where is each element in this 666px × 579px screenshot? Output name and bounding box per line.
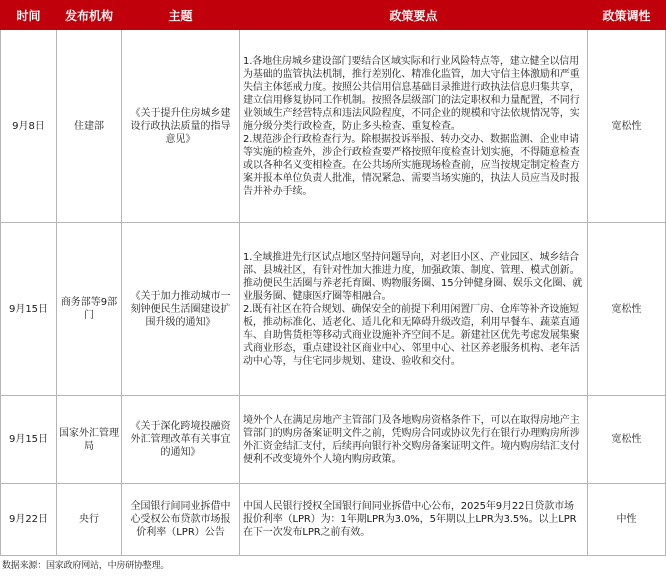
- cell-points: [240, 396, 588, 484]
- point-text: 境外个人在满足房地产主管部门及各地购房资格条件下，可以在取得房地产主管部门的购房备案证明文件之前，凭购房合同或协议先行在银行办理购房所涉外汇资金结汇支付，后续再向银行补交购房备案证明文件。境内购房结汇支付便利不改变境外个人境内购房政策。: [243, 414, 580, 465]
- point-text: 1.全域推进先行区试点地区坚持问题导向，对老旧小区、产业园区、城乡结合部、县城社区，有针对性加大推进力度，加强政策、制度、管理、模式创新。推动便民生活圈与养老托育圈、购物服务圈、15分钟健身圈、娱乐文化圈、就业服务圈、健康医疗圈等相融合。: [243, 251, 583, 302]
- table-row: [1, 223, 666, 396]
- cell-agency: 住建部: [57, 30, 122, 223]
- cell-time: 9月15日: [1, 396, 57, 484]
- cell-time: 9月8日: [1, 30, 57, 223]
- header-agency: 发布机构: [57, 1, 122, 30]
- cell-points: [240, 30, 588, 223]
- cell-tone: 中性: [588, 484, 666, 556]
- table-row: [1, 396, 666, 484]
- point-text: 2.既有社区在符合规划、确保安全的前提下利用闲置厂房、仓库等补齐设施短板，推动标准化、适老化、适儿化和无障碍升级改造，利用早餐车、蔬菜直通车、自助售货柜等移动式商业设施补齐空间不足。新建社区优先考虑发展集聚式商业形态，重点建设社区商业中心、邻里中心、社区养老服务机构、老年活动中心等，与住宅同步规划、建设、验收和交付。: [243, 303, 580, 367]
- cell-tone: 宽松性: [588, 30, 666, 223]
- point-text: 2.规范涉企行政检查行为。除根据投诉举报、转办交办、数据监测、企业申请等实施的检查外，涉企行政检查要严格按照年度检查计划实施，不得随意检查或以各种名义变相检查。在公共场所实施现场检查前，应当按规定制定检查方案并报本单位负责人批准，情况紧急、需要当场实施的，执法人员应当及时报告并补办手续。: [243, 133, 580, 197]
- cell-tone: 宽松性: [588, 396, 666, 484]
- cell-points: [240, 223, 588, 396]
- cell-tone: 宽松性: [588, 223, 666, 396]
- cell-agency: 国家外汇管理局: [57, 396, 122, 484]
- source-note: 数据来源：国家政府网站，中房研协整理。: [2, 561, 170, 571]
- cell-time: 9月15日: [1, 223, 57, 396]
- theme-text: 《关于加力推动城市一刻钟便民生活圈建设扩围升级的通知》: [130, 290, 231, 328]
- table-header-row: [1, 1, 666, 30]
- theme-text: 全国银行间同业拆借中心受权公布贷款市场报价利率（LPR）公告: [130, 501, 231, 538]
- header-time: 时间: [1, 1, 57, 30]
- cell-agency: 商务部等9部门: [57, 223, 122, 396]
- theme-text: 《关于深化跨境投融资外汇管理改革有关事宜的通知》: [130, 421, 231, 458]
- header-points: 政策要点: [240, 1, 588, 30]
- table-row: [1, 484, 666, 556]
- cell-theme: [122, 223, 240, 396]
- cell-points: [240, 484, 588, 556]
- cell-theme: [122, 30, 240, 223]
- header-tone: 政策调性: [588, 1, 666, 30]
- point-text: 中国人民银行授权全国银行间同业拆借中心公布，2025年9月22日贷款市场报价利率（LPR）为：1年期LPR为3.0%，5年期以上LPR为3.5%。以上LPR在下一次发布LPR之前有效。: [243, 501, 577, 538]
- table-row: [1, 30, 666, 223]
- cell-theme: [122, 484, 240, 556]
- cell-agency: 央行: [57, 484, 122, 556]
- header-theme: 主题: [122, 1, 240, 30]
- cell-time: 9月22日: [1, 484, 57, 556]
- cell-theme: [122, 396, 240, 484]
- theme-text: 《关于提升住房城乡建设行政执法质量的指导意见》: [130, 107, 231, 145]
- point-text: 1.各地住房城乡建设部门要结合区域实际和行业风险特点等，建立健全以信用为基础的监管执法机制，推行差别化、精准化监管，加大守信主体激励和严重失信主体惩戒力度。按照公共信用信息基础目录推进行政执法信息归集共享，建立信用修复协同工作机制。按照各层级部门的法定职权和力量配置，不同行业领域生产经营特点和违法风险程度，不同企业的规模和守法依规情况等，实施分级分类行政检查，防止多头检查、重复检查。: [243, 55, 580, 132]
